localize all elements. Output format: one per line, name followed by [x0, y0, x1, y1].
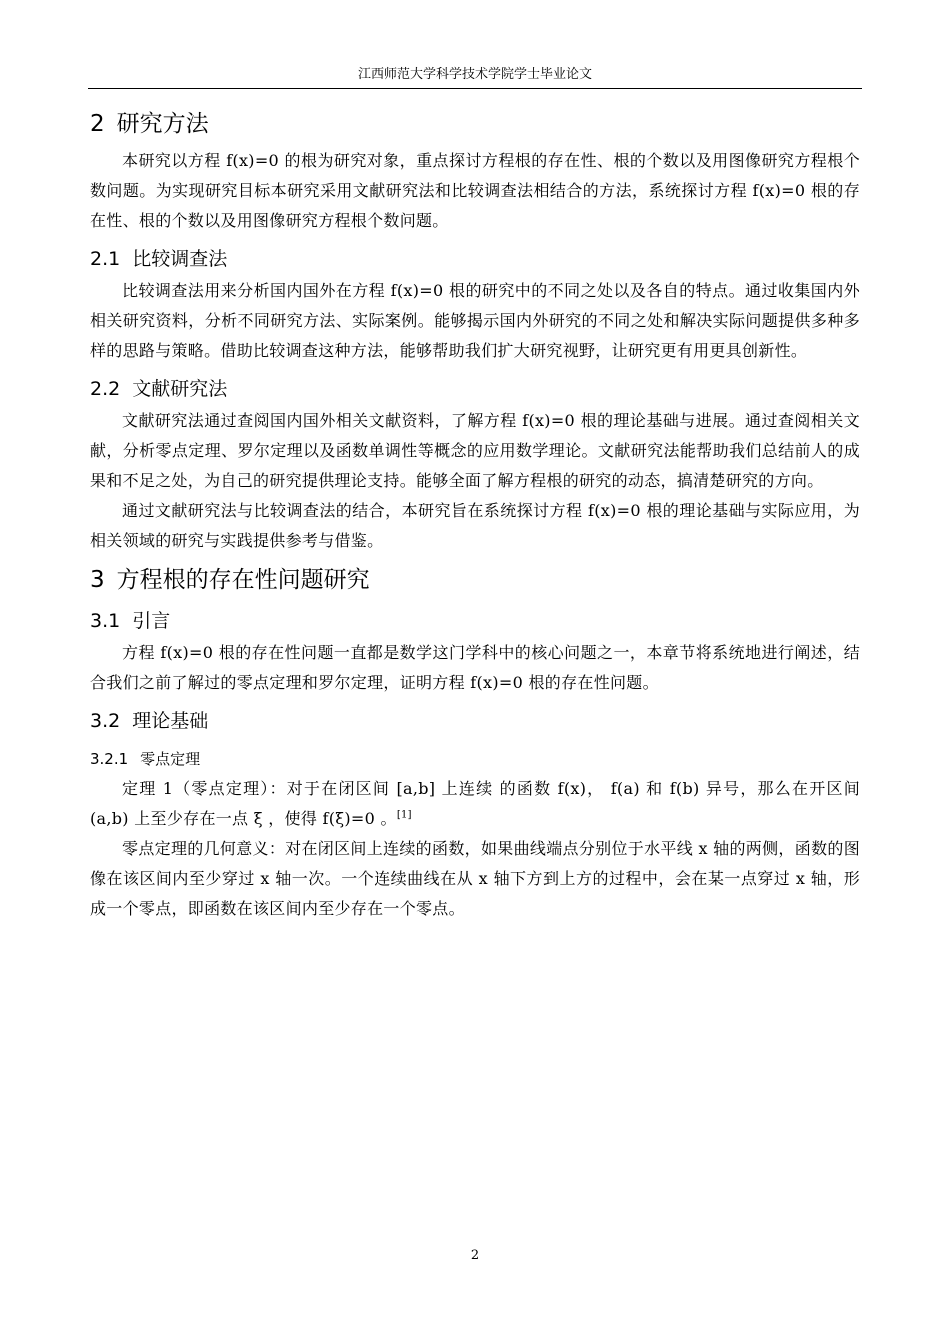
- citation-ref: [1]: [396, 809, 412, 821]
- section-title: 理论基础: [132, 710, 209, 732]
- paragraph: 零点定理的几何意义：对在闭区间上连续的函数，如果曲线端点分别位于水平线 x 轴的两侧，函数的图像在该区间内至少穿过 x 轴一次。一个连续曲线在从 x 轴下方到上方的过程中，会在某一点穿过 x 轴，形成一个零点，即函数在该区间内至少存在一个零点。: [90, 839, 860, 918]
- section-number: 2.1: [90, 248, 121, 270]
- section-2-2-heading: [90, 374, 860, 404]
- section-2-heading: [90, 106, 860, 142]
- header-rule: [88, 88, 862, 89]
- page-content: [90, 100, 860, 924]
- section-title: 研究方法: [116, 111, 209, 137]
- paragraph: 方程 f(x)=0 根的存在性问题一直都是数学这门学科中的核心问题之一，本章节将系统地进行阐述，结合我们之前了解过的零点定理和罗尔定理，证明方程 f(x)=0 根的存在性问题。: [90, 643, 860, 692]
- section-number: 2.2: [90, 378, 121, 400]
- section-2-1-heading: [90, 244, 860, 274]
- theorem-paragraph: [90, 774, 860, 834]
- page-number: 2: [470, 1248, 480, 1263]
- theorem-text: 定理 1（零点定理）：对于在闭区间 [a,b] 上连续 的函数 f(x)， f(a) 和 f(b) 异号，那么在开区间 (a,b) 上至少存在一点 ξ ，使得 f(ξ)=0 。: [90, 779, 860, 828]
- section-title: 方程根的存在性问题研究: [116, 567, 370, 593]
- section-number: 3.1: [90, 610, 121, 632]
- section-3-2-heading: [90, 706, 860, 736]
- section-3-heading: [90, 562, 860, 598]
- running-header: 江西师范大学科学技术学院学士毕业论文: [357, 67, 592, 82]
- section-title: 零点定理: [140, 750, 201, 768]
- section-title: 引言: [132, 610, 171, 632]
- section-number: 3.2: [90, 710, 121, 732]
- paragraph: 文献研究法通过查阅国内国外相关文献资料，了解方程 f(x)=0 根的理论基础与进展。通过查阅相关文献，分析零点定理、罗尔定理以及函数单调性等概念的应用数学理论。文献研究法能帮助我们总结前人的成果和不足之处，为自己的研究提供理论支持。能够全面了解方程根的研究的动态，搞清楚研究的方向。: [90, 411, 860, 490]
- section-number: 3: [90, 567, 105, 593]
- section-number: 3.2.1: [90, 750, 129, 768]
- section-3-2-1-heading: [90, 746, 860, 772]
- section-3-1-heading: [90, 606, 860, 636]
- section-title: 比较调查法: [132, 248, 228, 270]
- section-title: 文献研究法: [132, 378, 228, 400]
- section-number: 2: [90, 111, 105, 137]
- paragraph: 比较调查法用来分析国内国外在方程 f(x)=0 根的研究中的不同之处以及各自的特点。通过收集国内外相关研究资料，分析不同研究方法、实际案例。能够揭示国内外研究的不同之处和解决实际问题提供多种多样的思路与策略。借助比较调查这种方法，能够帮助我们扩大研究视野，让研究更有用更具创新性。: [90, 281, 860, 360]
- paragraph: 本研究以方程 f(x)=0 的根为研究对象，重点探讨方程根的存在性、根的个数以及用图像研究方程根个数问题。为实现研究目标本研究采用文献研究法和比较调查法相结合的方法，系统探讨方程 f(x)=0 根的存在性、根的个数以及用图像研究方程根个数问题。: [90, 151, 860, 230]
- paragraph: 通过文献研究法与比较调查法的结合，本研究旨在系统探讨方程 f(x)=0 根的理论基础与实际应用，为相关领域的研究与实践提供参考与借鉴。: [90, 501, 860, 550]
